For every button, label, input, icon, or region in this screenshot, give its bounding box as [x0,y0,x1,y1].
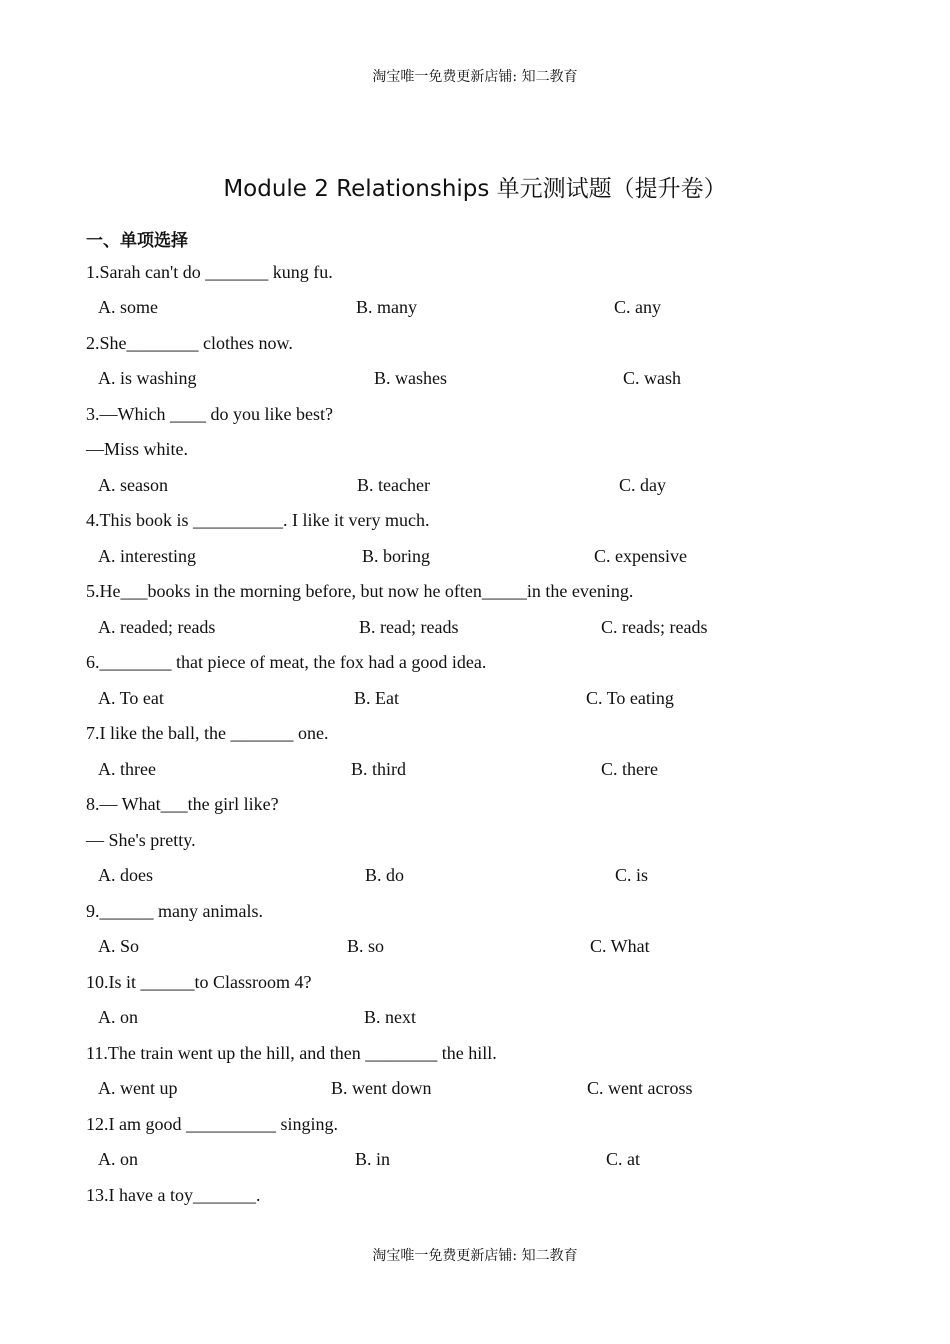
question-9-text: 9.______ many animals. [86,901,263,921]
question-9-option-c: C. What [590,936,650,956]
question-7-option-a: A. three [98,759,156,779]
question-4-option-b: B. boring [362,546,431,566]
question-7-option-b: B. third [351,759,407,779]
question-1-text: 1.Sarah can't do _______ kung fu. [86,262,333,282]
page-title: Module 2 Relationships 单元测试题（提升卷） [223,176,727,202]
question-8-option-a: A. does [98,865,153,885]
page-footer: 淘宝唯一免费更新店铺: 知二教育 [372,1248,578,1264]
question-3-text: 3.—Which ____ do you like best? [86,404,333,424]
question-10-text: 10.Is it ______to Classroom 4? [86,972,312,992]
question-9-option-a: A. So [98,936,140,956]
question-5-text: 5.He___books in the morning before, but now he often_____in the evening. [86,581,634,601]
question-2-option-b: B. washes [374,368,447,388]
question-11-text: 11.The train went up the hill, and then ________ the hill. [86,1043,497,1063]
question-1-option-a: A. some [98,297,158,317]
question-3-option-a: A. season [98,475,168,495]
question-12-option-a: A. on [98,1149,138,1169]
question-12-option-c: C. at [606,1149,640,1169]
question-9-option-b: B. so [347,936,385,956]
question-3-option-c: C. day [619,475,666,495]
question-1-option-b: B. many [356,297,417,317]
question-13-text: 13.I have a toy_______. [86,1185,261,1205]
question-11-option-c: C. went across [587,1078,693,1098]
question-6-option-b: B. Eat [354,688,399,708]
question-7-option-c: C. there [601,759,658,779]
question-3-text-line-2: —Miss white. [86,439,189,459]
question-2-option-a: A. is washing [98,368,197,388]
question-5-option-b: B. read; reads [359,617,459,637]
question-8-option-c: C. is [615,865,649,885]
question-6-option-c: C. To eating [586,688,674,708]
question-11-option-a: A. went up [98,1078,178,1098]
question-11-option-b: B. went down [331,1078,432,1098]
question-3-option-b: B. teacher [357,475,430,495]
question-12-option-b: B. in [355,1149,391,1169]
section-title: 一、单项选择 [86,231,188,251]
page-header: 淘宝唯一免费更新店铺: 知二教育 [372,69,578,85]
question-4-text: 4.This book is __________. I like it very much. [86,510,430,530]
question-2-text: 2.She________ clothes now. [86,333,293,353]
question-5-option-c: C. reads; reads [601,617,708,637]
question-8-option-b: B. do [365,865,405,885]
question-5-option-a: A. readed; reads [98,617,216,637]
question-6-text: 6.________ that piece of meat, the fox had a good idea. [86,652,487,672]
question-12-text: 12.I am good __________ singing. [86,1114,338,1134]
question-8-text: 8.— What___the girl like? [86,794,279,814]
question-10-option-b: B. next [364,1007,416,1027]
question-7-text: 7.I like the ball, the _______ one. [86,723,329,743]
question-4-option-a: A. interesting [98,546,196,566]
question-4-option-c: C. expensive [594,546,687,566]
question-10-option-a: A. on [98,1007,138,1027]
question-6-option-a: A. To eat [98,688,164,708]
question-8-text-line-2: — She's pretty. [86,830,196,850]
question-2-option-c: C. wash [623,368,681,388]
question-1-option-c: C. any [614,297,661,317]
